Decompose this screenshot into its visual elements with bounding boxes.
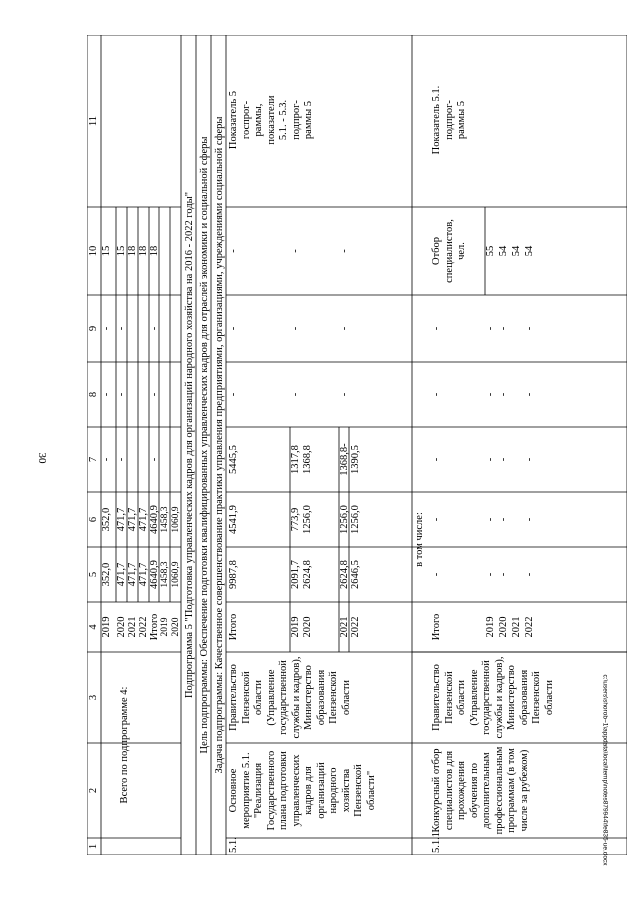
row51-col5: 2624,8 xyxy=(339,560,350,589)
row51-col6: 1256,0 xyxy=(339,505,350,534)
row51-year: 2021 xyxy=(339,616,350,638)
col-header-2: 2 xyxy=(88,787,99,794)
total-col6: 471,7 xyxy=(127,507,138,532)
row51-dash: - xyxy=(339,326,350,331)
row51-indicator: Показатель 5 госпрог- раммы, показатели 5.1. - 5.3. подпрог- раммы 5 xyxy=(228,90,314,150)
row511-year: Итого xyxy=(431,613,442,641)
row51-col5: 2624,8 xyxy=(302,560,313,589)
row511-dash: - xyxy=(485,572,496,577)
col-header-5: 5 xyxy=(88,571,99,578)
total-col5: 352,0 xyxy=(101,562,112,587)
total-dash: - xyxy=(149,457,160,462)
total-dash: - xyxy=(149,392,160,397)
total-itogo-year: 2020 xyxy=(171,617,181,637)
row511-col10-label: Отбор специалистов, чел. xyxy=(431,219,467,283)
row511-dash: - xyxy=(498,457,509,462)
row511-year: 2020 xyxy=(498,616,509,638)
total-indicator: 18 xyxy=(127,245,138,257)
row511-col10-value: 54 xyxy=(524,245,535,257)
file-path: c:\users\shorob~1\appdata\local\temp\notes879944\fe835-ue.docx xyxy=(601,674,609,866)
total-label: Всего по подпрограмме 4: xyxy=(119,686,130,804)
row51-col7: 1368,8- xyxy=(339,443,350,476)
col-header-7: 7 xyxy=(88,456,99,463)
subprogram-heading: Подпрограмма 5 "Подготовка управленческих кадров для организаций народного хозяйства на 2016 - 2022 годы" xyxy=(184,191,195,699)
including-label: в том числе: xyxy=(414,512,425,567)
row511-dash: - xyxy=(485,392,496,397)
total-itogo-col5: 4640,9 xyxy=(149,560,160,589)
row511-col10-value: 55 xyxy=(485,245,496,257)
row51-dash: - xyxy=(339,249,350,253)
total-itogo-col5: 1458,3 xyxy=(160,561,170,588)
row511-dash: - xyxy=(498,326,509,331)
row511-name: Конкурсный отбор специалистов для прохождения обучения по дополнительным профессиональным программам (в том числе за рубежом) xyxy=(431,746,530,835)
row51-year: Итого xyxy=(228,613,239,641)
task-heading: Задача подпрограммы: Качественное совершенствование практики управления предприятиями, организациями, учреждениями социальной сферы xyxy=(214,116,225,774)
total-itogo: Итого xyxy=(149,613,160,641)
row511-dash: - xyxy=(431,517,442,522)
total-itogo-col6: 1458,3 xyxy=(160,506,170,533)
row51-col6: 773,9 xyxy=(290,507,301,532)
col-header-4: 4 xyxy=(88,624,99,630)
total-col6: 471,7 xyxy=(138,507,149,532)
row51-dash: - xyxy=(290,249,301,253)
row51-year: 2019 xyxy=(290,616,301,638)
rotated-table xyxy=(87,35,627,855)
budget-table xyxy=(87,35,627,855)
row511-dash: - xyxy=(524,517,535,522)
total-itogo-col6: 1060,9 xyxy=(171,506,181,533)
page-number: 30 xyxy=(36,452,48,464)
col-header-6: 6 xyxy=(88,516,99,523)
row51-name: Основное мероприятие 5.1. "Реализация Государственного плана подготовки управленческих кадров для организаций народного хозяйства Пензенской области" xyxy=(228,750,377,831)
total-dash: - xyxy=(101,392,112,397)
col-header-11: 11 xyxy=(88,115,99,127)
total-col5: 471,7 xyxy=(127,562,138,587)
row511-col10-value: 54 xyxy=(511,245,522,257)
row51-dash: - xyxy=(339,392,350,397)
row51-col6: 1256,0 xyxy=(350,505,361,534)
total-dash: - xyxy=(116,392,127,397)
col-header-3: 3 xyxy=(88,694,99,701)
row511-year: 2019 xyxy=(485,616,496,638)
total-dash: - xyxy=(101,457,112,462)
row51-num: 5.1. xyxy=(228,837,239,853)
row511-year: 2021 xyxy=(511,616,522,638)
total-year: 2022 xyxy=(138,616,149,638)
row51-year: 2020 xyxy=(302,616,313,638)
row511-col10-value: 54 xyxy=(498,245,509,257)
col-header-8: 8 xyxy=(88,391,99,398)
row51-dash: - xyxy=(290,326,301,331)
total-dash: - xyxy=(101,326,112,331)
total-itogo-col6: 4640,9 xyxy=(149,505,160,534)
total-itogo-year: 2019 xyxy=(160,617,170,637)
col-header-9: 9 xyxy=(88,325,99,332)
total-year: 2019 xyxy=(101,616,112,638)
row51-dash: - xyxy=(290,392,301,397)
total-indicator: 18 xyxy=(149,245,160,257)
row511-dash: - xyxy=(524,326,535,331)
goal-heading: Цель подпрограммы: Обеспечение подготовки квалифицированных управленческих кадров для отраслей экономики и социальной сферы xyxy=(199,136,210,754)
row511-num: 5.1.1. xyxy=(431,829,442,853)
col-header-10: 10 xyxy=(88,245,99,257)
row511-dash: - xyxy=(431,457,442,462)
row511-dash: - xyxy=(431,326,442,331)
row51-col5: 2646,5 xyxy=(350,560,361,589)
total-col6: 471,7 xyxy=(116,507,127,532)
row51-dash: - xyxy=(228,392,239,397)
row511-dash: - xyxy=(498,572,509,577)
row511-indicator: Показатель 5.1. подпрог- раммы 5 xyxy=(431,85,467,155)
total-dash: - xyxy=(116,326,127,331)
col-header-1: 1 xyxy=(88,843,99,850)
total-col5: 471,7 xyxy=(138,562,149,587)
row51-col6: 4541,9 xyxy=(228,505,239,534)
row51-col7: 5445,5 xyxy=(228,445,239,474)
row51-dash: - xyxy=(228,326,239,331)
row511-dash: - xyxy=(431,572,442,577)
row51-col6: 1256,0 xyxy=(302,505,313,534)
total-itogo-col5: 1060,9 xyxy=(171,561,181,588)
total-year: 2021 xyxy=(127,616,138,638)
row511-dash: - xyxy=(485,517,496,522)
row511-executor: Правительство Пензенской области (Управление государственной службы и кадров), Министерство образования Пензенской области xyxy=(431,656,555,739)
row511-dash: - xyxy=(485,326,496,331)
row511-dash: - xyxy=(431,392,442,397)
row51-executor: Правительство Пензенской области (Управление государственной службы и кадров), Министерство образования Пензенской области xyxy=(228,656,352,739)
row51-col7: 1317,8 xyxy=(290,445,301,474)
total-year: 2020 xyxy=(116,616,127,638)
row51-col7: 1368,8 xyxy=(302,445,313,474)
row51-col5: 2091,7 xyxy=(290,560,301,589)
row51-col5: 9987,8 xyxy=(228,560,239,589)
row511-dash: - xyxy=(524,572,535,577)
row511-dash: - xyxy=(485,457,496,462)
total-dash: - xyxy=(149,326,160,331)
row511-dash: - xyxy=(524,392,535,397)
total-col6: 352,0 xyxy=(101,507,112,532)
total-indicator: 15 xyxy=(101,245,112,257)
row511-dash: - xyxy=(524,457,535,462)
total-indicator: 15 xyxy=(116,245,127,257)
total-dash: - xyxy=(116,457,127,462)
total-indicator: 18 xyxy=(138,245,149,257)
row511-dash: - xyxy=(498,392,509,397)
total-col5: 471,7 xyxy=(116,562,127,587)
row511-dash: - xyxy=(498,517,509,522)
row51-col7: 1390,5 xyxy=(350,445,361,474)
row51-year: 2022 xyxy=(350,616,361,638)
row51-dash: - xyxy=(228,249,239,253)
row511-year: 2022 xyxy=(524,616,535,638)
